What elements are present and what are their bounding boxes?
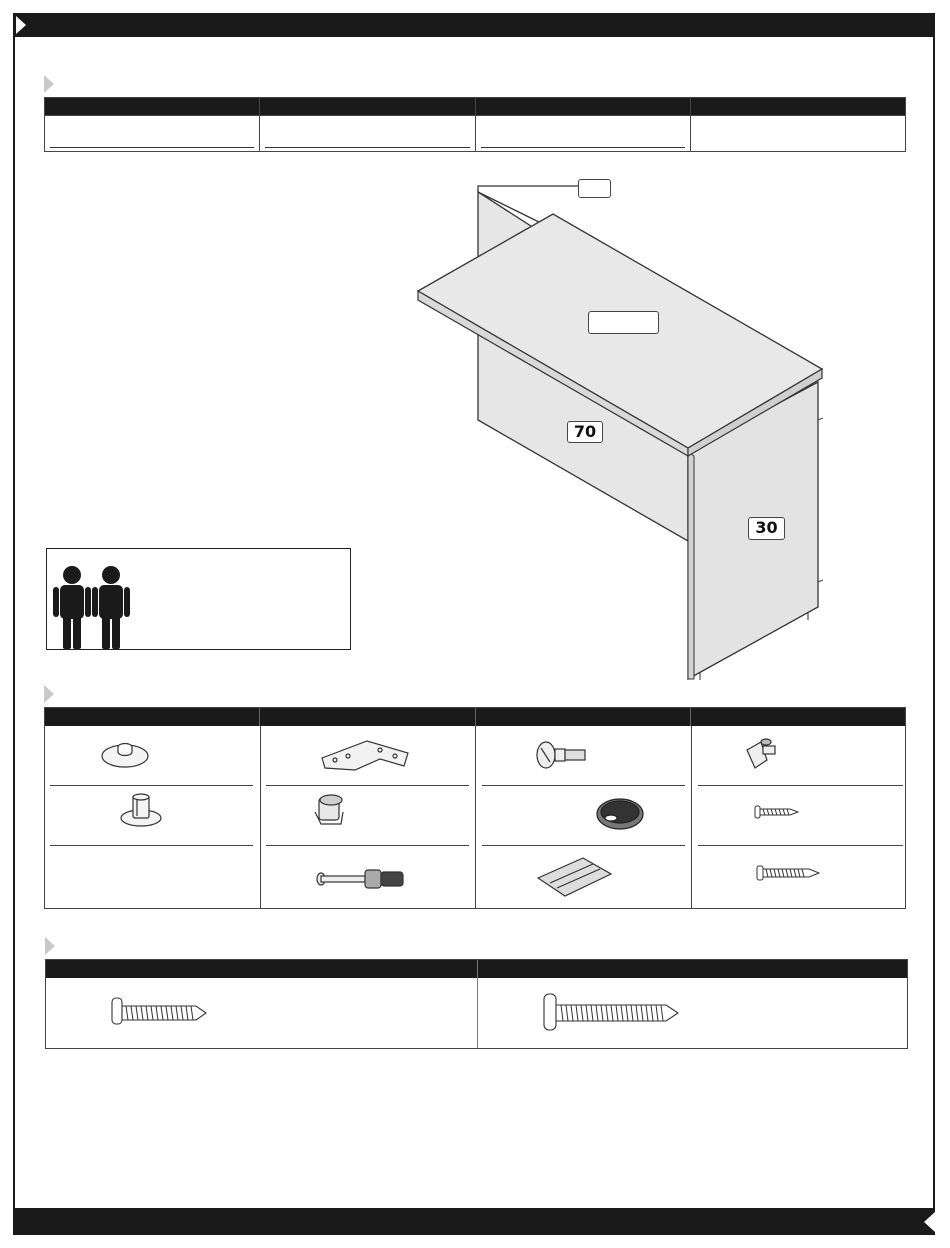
screws-drawings bbox=[46, 960, 909, 1050]
back-triangle-icon bbox=[924, 1212, 935, 1232]
hardware-table bbox=[44, 707, 906, 909]
large-screw-icon bbox=[544, 994, 678, 1030]
long-screw-icon bbox=[757, 866, 819, 880]
hardware-drawings bbox=[45, 708, 907, 910]
leg-panel-label: 30 bbox=[748, 517, 785, 540]
corner-bracket-icon bbox=[322, 741, 408, 770]
back-panel-label: 70 bbox=[567, 421, 603, 443]
two-person-assembly-icon bbox=[50, 563, 140, 655]
cam-bolt-icon bbox=[317, 870, 403, 888]
cam-lock-icon bbox=[315, 795, 343, 824]
corner-part-label bbox=[578, 179, 611, 198]
top-part-label bbox=[588, 311, 659, 334]
cam-washer-icon bbox=[102, 744, 148, 768]
grommet-icon bbox=[597, 799, 643, 829]
shelf-support-icon bbox=[747, 739, 775, 768]
section-arrow-icon bbox=[44, 685, 54, 703]
section-arrow-icon bbox=[45, 937, 55, 955]
footer-bar bbox=[13, 1208, 935, 1235]
assembly-people-box bbox=[46, 548, 351, 650]
felt-pads-icon bbox=[538, 858, 611, 896]
screws-table bbox=[45, 959, 908, 1049]
cam-screw-icon bbox=[537, 742, 585, 768]
cam-dowel-icon bbox=[121, 794, 161, 826]
